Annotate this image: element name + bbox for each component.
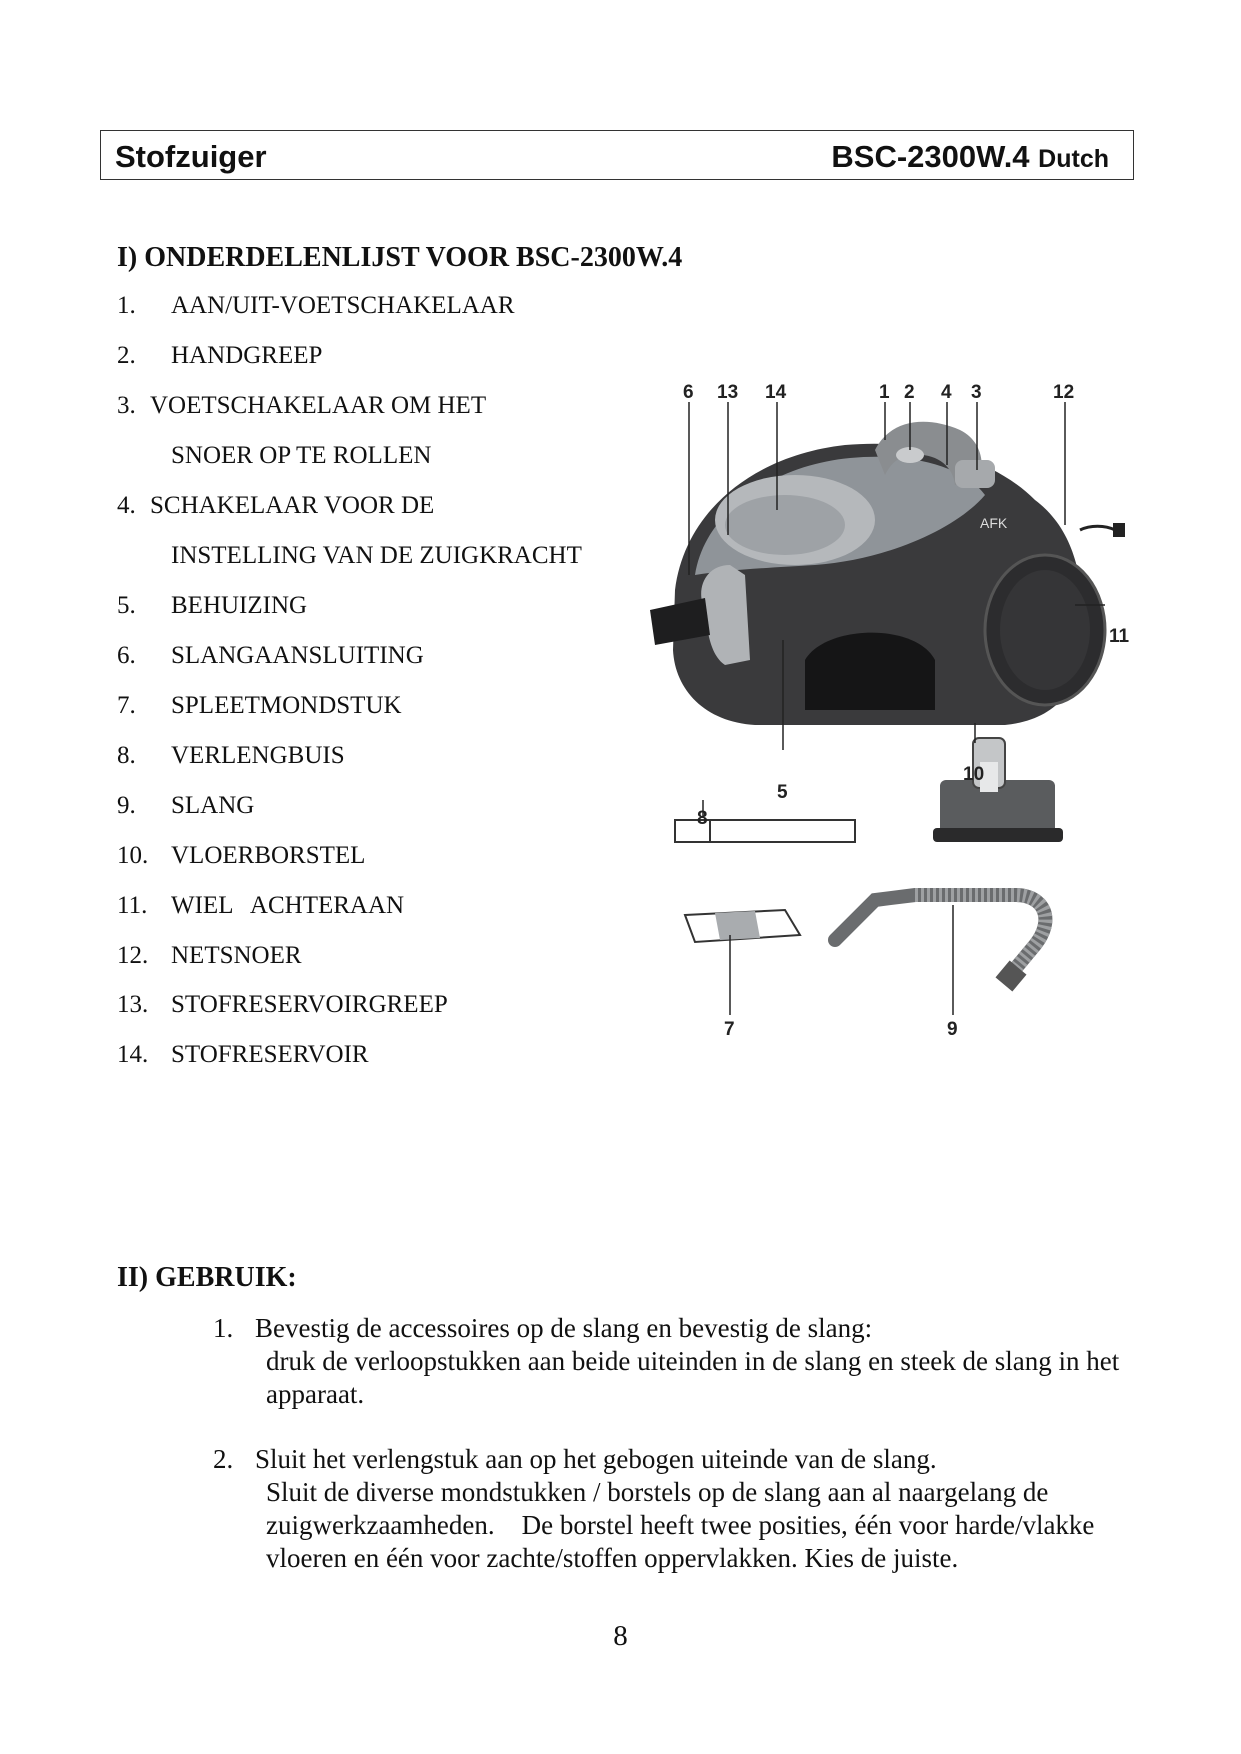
- vacuum-cleaner-illustration: [650, 422, 1125, 725]
- page-number: 8: [613, 1620, 628, 1652]
- callout-12: 12: [1053, 382, 1075, 403]
- list-item: 6. SLANGAANSLUITING: [117, 642, 424, 669]
- callout-3: 3: [971, 382, 982, 403]
- header-language: Dutch: [1038, 145, 1109, 173]
- list-item: 14. STOFRESERVOIR: [117, 1041, 369, 1068]
- hose-illustration: [835, 895, 1045, 991]
- parts-list-title: I) ONDERDELENLIJST VOOR BSC-2300W.4: [117, 242, 683, 273]
- list-item: 3. VOETSCHAKELAAR OM HET: [117, 392, 487, 419]
- usage-step-1: 1. Bevestig de accessoires op de slang en bevestig de slang: druk de verloopstukken aan beide uiteinden in de slang en steek de slang in het apparaat.: [213, 1313, 1120, 1409]
- list-item: 10. VLOERBORSTEL: [117, 842, 366, 869]
- list-item: 13. STOFRESERVOIRGREEP: [117, 991, 448, 1018]
- callout-9: 9: [947, 1019, 958, 1040]
- list-item: 5. BEHUIZING: [117, 592, 308, 619]
- usage-title: II) GEBRUIK:: [117, 1262, 297, 1293]
- header-model: [831, 139, 1109, 175]
- model-number: BSC-2300W.4: [831, 139, 1030, 174]
- callout-5: 5: [777, 782, 788, 803]
- callout-11: 11: [1109, 626, 1130, 647]
- callout-8: 8: [697, 808, 708, 829]
- list-item: 8. VERLENGBUIS: [117, 742, 345, 769]
- list-item: 2. HANDGREEP: [117, 342, 323, 369]
- list-item: 12. NETSNOER: [117, 942, 302, 969]
- callout-2: 2: [904, 382, 915, 403]
- floor-brush-illustration: [933, 738, 1063, 842]
- list-item: 4. SCHAKELAAR VOOR DE: [117, 492, 435, 519]
- list-item: 7. SPLEETMONDSTUK: [117, 692, 402, 719]
- document-header: [100, 130, 1134, 180]
- callout-6: 6: [683, 382, 694, 403]
- usage-step-2: 2. Sluit het verlengstuk aan op het gebogen uiteinde van de slang. Sluit de diverse mondstukken / borstels op de slang aan al naargelang de zuigwerkzaamheden. De borstel heeft twee posities, één voor harde/vlakke vloeren en één voor zachte/stoffen oppervlakken. Kies de juiste.: [213, 1444, 1102, 1573]
- vacuum-parts-diagram: [635, 360, 1155, 1060]
- callout-14: 14: [765, 382, 787, 403]
- list-item: 9. SLANG: [117, 792, 255, 819]
- header-title: Stofzuiger: [115, 139, 267, 174]
- callout-1: 1: [879, 382, 890, 403]
- list-item: 1. AAN/UIT-VOETSCHAKELAAR: [117, 292, 515, 319]
- callout-10: 10: [963, 764, 985, 785]
- crevice-nozzle-illustration: [685, 910, 800, 942]
- callout-7: 7: [724, 1019, 735, 1040]
- list-item: 11. WIEL ACHTERAAN: [117, 892, 405, 919]
- brand-logo: AFK: [980, 515, 1008, 531]
- callout-13: 13: [717, 382, 739, 403]
- callout-4: 4: [941, 382, 952, 403]
